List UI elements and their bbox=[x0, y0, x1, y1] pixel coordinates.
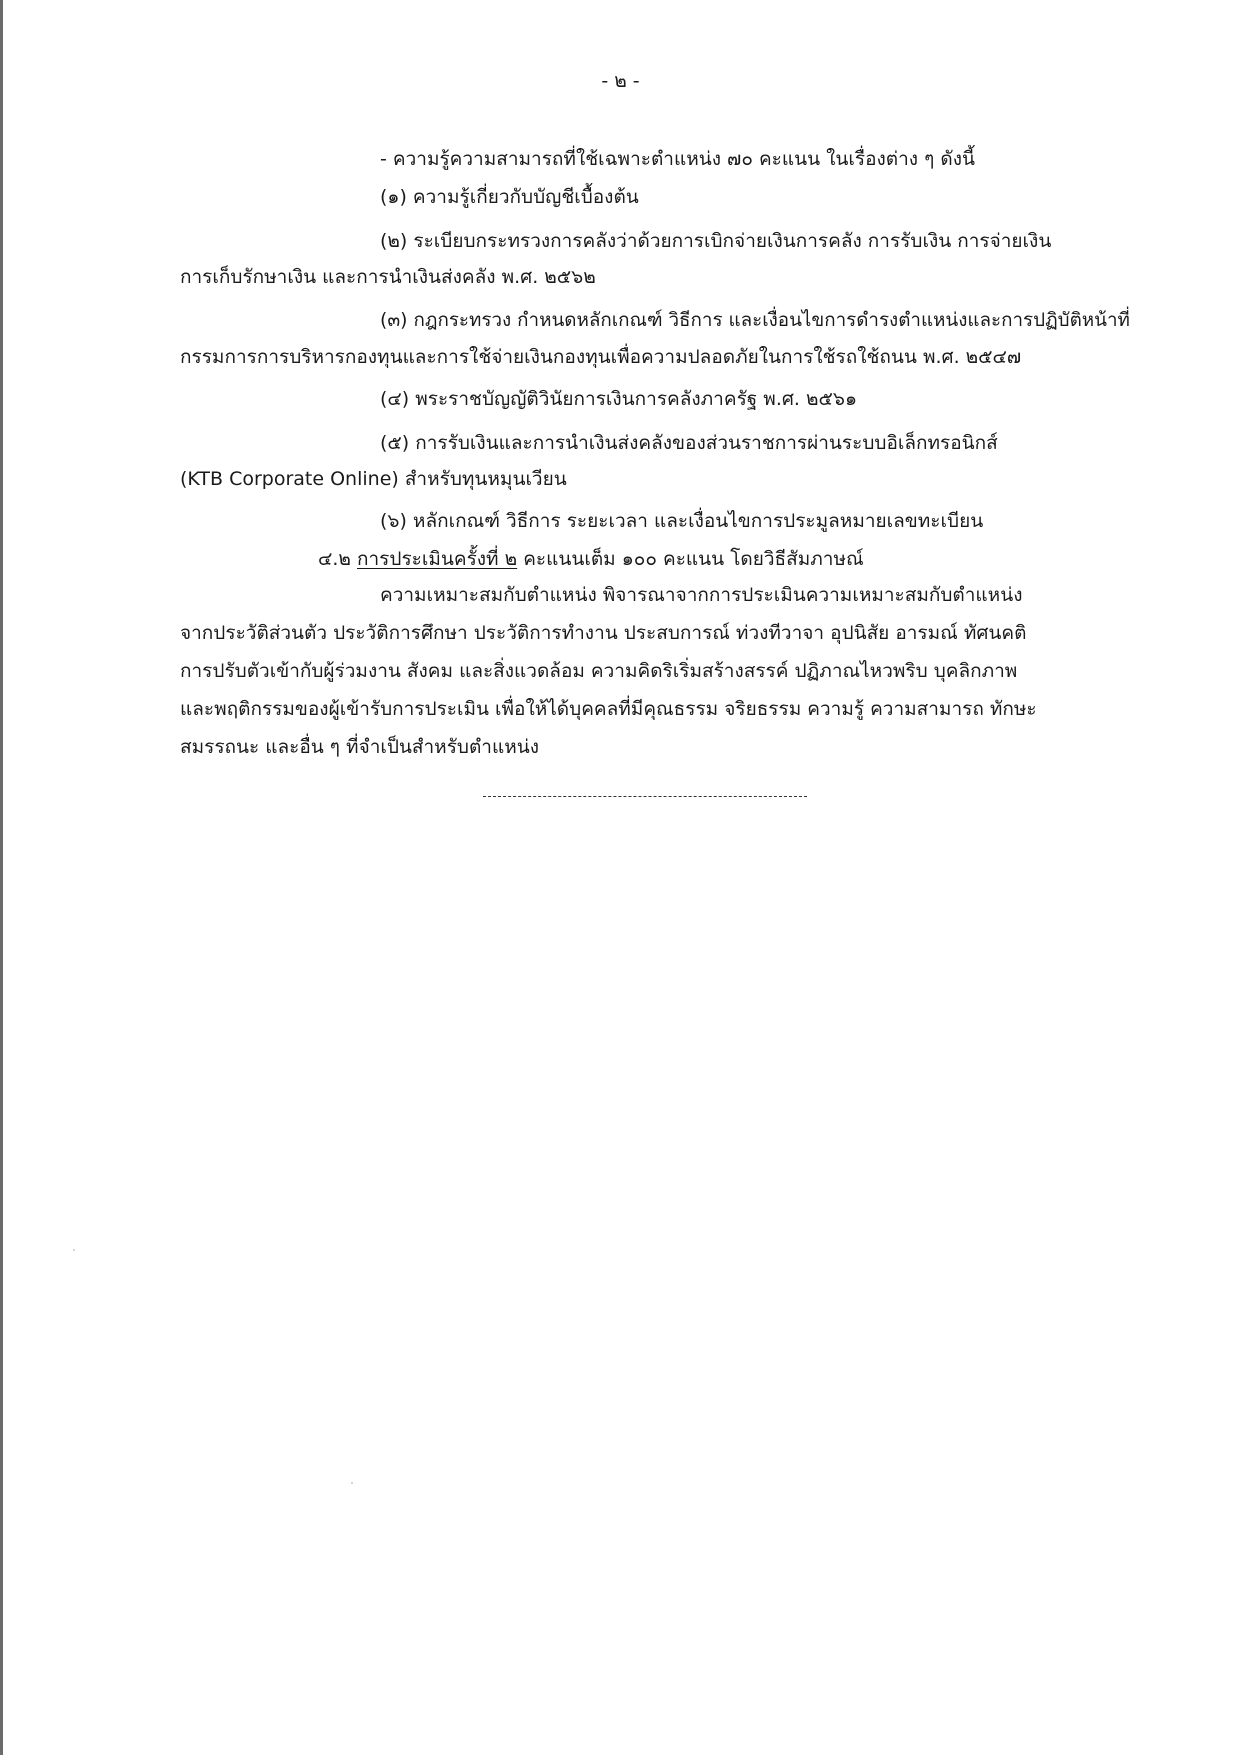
paragraph-line: - ความรู้ความสามารถที่ใช้เฉพาะตำแหน่ง ๗๐ คะแนน ในเรื่องต่าง ๆ ดังนี้ bbox=[380, 148, 975, 170]
list-item: (๖) หลักเกณฑ์ วิธีการ ระยะเวลา และเงื่อนไขการประมูลหมายเลขทะเบียน bbox=[380, 510, 984, 532]
section-heading bbox=[318, 546, 864, 572]
paragraph-line: และพฤติกรรมของผู้เข้ารับการประเมิน เพื่อให้ได้บุคคลที่มีคุณธรรม จริยธรรม ความรู้ ความสามารถ ทักษะ bbox=[180, 698, 1037, 720]
paragraph-line: การปรับตัวเข้ากับผู้ร่วมงาน สังคม และสิ่งแวดล้อม ความคิดริเริ่มสร้างสรรค์ ปฏิภาณไหวพริบ บุคลิกภาพ bbox=[180, 660, 1018, 682]
list-item: (๕) การรับเงินและการนำเงินส่งคลังของส่วนราชการผ่านระบบอิเล็กทรอนิกส์ bbox=[380, 432, 998, 454]
section-title-underlined: การประเมินครั้งที่ ๒ bbox=[357, 548, 518, 570]
page-number: - ๒ - bbox=[601, 70, 640, 92]
list-item: (๓) กฎกระทรวง กำหนดหลักเกณฑ์ วิธีการ และเงื่อนไขการดำรงตำแหน่งและการปฏิบัติหน้าที่ bbox=[380, 310, 1130, 331]
end-of-document-rule bbox=[483, 796, 807, 797]
paragraph-line: สมรรถนะ และอื่น ๆ ที่จำเป็นสำหรับตำแหน่ง bbox=[180, 736, 540, 758]
scan-speck bbox=[73, 1249, 75, 1251]
section-title-rest: คะแนนเต็ม ๑๐๐ คะแนน โดยวิธีสัมภาษณ์ bbox=[523, 548, 864, 570]
list-item-continuation: กรรมการการบริหารกองทุนและการใช้จ่ายเงินกองทุนเพื่อความปลอดภัยในการใช้รถใช้ถนน พ.ศ. ๒๕๔๗ bbox=[180, 346, 1022, 368]
list-item-continuation: การเก็บรักษาเงิน และการนำเงินส่งคลัง พ.ศ. ๒๕๖๒ bbox=[180, 266, 596, 288]
list-item: (๔) พระราชบัญญัติวินัยการเงินการคลังภาครัฐ พ.ศ. ๒๕๖๑ bbox=[380, 388, 858, 410]
list-item bbox=[380, 228, 1117, 254]
scan-left-edge bbox=[0, 0, 3, 1755]
list-item-continuation: (KTB Corporate Online) สำหรับทุนหมุนเวียน bbox=[180, 468, 567, 490]
section-number: ๔.๒ bbox=[318, 548, 351, 570]
list-item: (๑) ความรู้เกี่ยวกับบัญชีเบื้องต้น bbox=[380, 186, 639, 208]
scan-speck bbox=[351, 1482, 353, 1484]
paragraph-line: จากประวัติส่วนตัว ประวัติการศึกษา ประวัติการทำงาน ประสบการณ์ ท่วงทีวาจา อุปนิสัย อารมณ์ ทัศนคติ bbox=[180, 622, 1027, 644]
paragraph-line: ความเหมาะสมกับตำแหน่ง พิจารณาจากการประเมินความเหมาะสมกับตำแหน่ง bbox=[380, 584, 1023, 606]
justified-text: (๒) ระเบียบกระทรวงการคลังว่าด้วยการเบิกจ่ายเงินการคลัง การรับเงิน การจ่ายเงิน bbox=[380, 230, 1052, 252]
